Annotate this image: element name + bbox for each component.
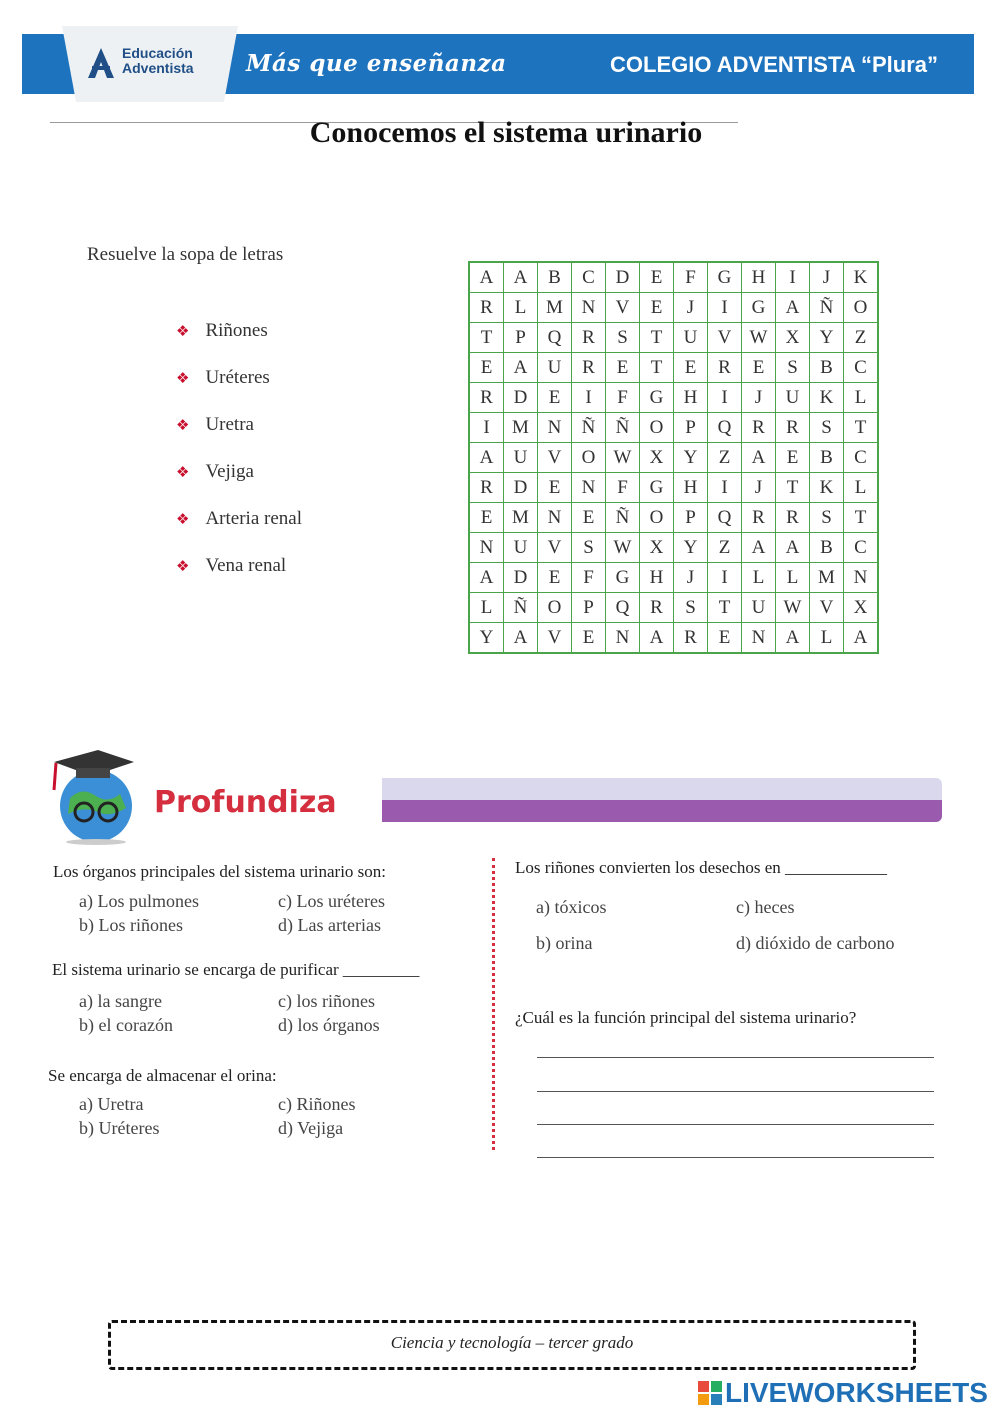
grid-cell[interactable]: I (708, 383, 742, 413)
grid-row (469, 293, 878, 323)
grid-row (469, 533, 878, 563)
grid-cell[interactable]: Q (708, 503, 742, 533)
grid-cell[interactable]: N (572, 293, 606, 323)
grid-cell[interactable]: Ñ (504, 593, 538, 623)
grid-cell[interactable]: Z (708, 533, 742, 563)
grid-cell[interactable]: M (538, 293, 572, 323)
grid-cell[interactable]: S (810, 413, 844, 443)
grid-cell[interactable]: E (776, 443, 810, 473)
grid-cell[interactable]: A (742, 443, 776, 473)
grid-row (469, 473, 878, 503)
word-list-item (176, 461, 254, 483)
school-name: COLEGIO ADVENTISTA “Plura” (610, 52, 938, 77)
liveworksheets-icon (698, 1381, 722, 1405)
grid-cell[interactable]: Z (844, 323, 879, 353)
word-label: Vena renal (205, 555, 287, 576)
grid-cell[interactable]: U (504, 443, 538, 473)
grid-cell[interactable]: I (708, 473, 742, 503)
grid-cell[interactable]: R (708, 353, 742, 383)
q3-option-b[interactable]: b) Uréteres (79, 1118, 160, 1138)
grid-cell[interactable]: P (572, 593, 606, 623)
question-5: ¿Cuál es la función principal del sistema urinario? (515, 1008, 857, 1027)
profundiza-heading: Profundiza (154, 785, 337, 820)
grid-cell[interactable]: E (674, 353, 708, 383)
grid-cell[interactable]: D (606, 262, 640, 293)
grid-cell[interactable]: I (469, 413, 504, 443)
grid-cell[interactable]: T (844, 413, 879, 443)
grid-row (469, 623, 878, 654)
grid-cell[interactable]: N (572, 473, 606, 503)
grid-cell[interactable]: Q (708, 413, 742, 443)
question-3: Se encarga de almacenar el orina: (48, 1066, 277, 1085)
grid-cell[interactable]: Y (674, 533, 708, 563)
word-list-item (176, 555, 286, 577)
grid-cell[interactable]: A (469, 563, 504, 593)
grid-cell[interactable]: B (538, 262, 572, 293)
grid-cell[interactable]: N (606, 623, 640, 654)
grid-cell[interactable]: C (844, 353, 879, 383)
adventist-logo-icon (86, 46, 116, 80)
grid-cell[interactable]: K (844, 262, 879, 293)
q4-option-b[interactable]: b) orina (536, 933, 593, 953)
answer-line[interactable] (537, 1057, 934, 1058)
grid-cell[interactable]: E (572, 623, 606, 654)
grid-cell[interactable]: C (844, 533, 879, 563)
grid-cell[interactable]: E (572, 503, 606, 533)
word-list-item (176, 367, 270, 389)
grid-cell[interactable]: L (504, 293, 538, 323)
grid-cell[interactable]: X (640, 533, 674, 563)
page-title: Conocemos el sistema urinario (309, 116, 703, 149)
grid-cell[interactable]: J (742, 383, 776, 413)
grid-cell[interactable]: R (572, 323, 606, 353)
grid-row (469, 353, 878, 383)
answer-line[interactable] (537, 1157, 934, 1158)
grid-cell[interactable]: J (674, 563, 708, 593)
grid-cell[interactable]: T (640, 323, 674, 353)
grid-cell[interactable]: A (776, 293, 810, 323)
q2-option-d[interactable]: d) los órganos (278, 1015, 380, 1035)
grid-cell[interactable]: U (742, 593, 776, 623)
grid-cell[interactable]: Z (708, 443, 742, 473)
grid-cell[interactable]: A (469, 262, 504, 293)
grid-cell[interactable]: R (742, 503, 776, 533)
grid-cell[interactable]: L (469, 593, 504, 623)
grid-cell[interactable]: W (606, 533, 640, 563)
grid-cell[interactable]: Ñ (606, 413, 640, 443)
diamond-bullet-icon: ❖ (176, 416, 190, 434)
grid-row (469, 503, 878, 533)
word-search-grid (468, 261, 879, 654)
grid-cell[interactable]: E (538, 383, 572, 413)
grid-cell[interactable]: E (538, 473, 572, 503)
grid-cell[interactable]: K (810, 473, 844, 503)
grid-cell[interactable]: Y (674, 443, 708, 473)
grid-cell[interactable]: X (776, 323, 810, 353)
q1-option-b[interactable]: b) Los riñones (79, 915, 183, 935)
grid-cell[interactable]: V (538, 443, 572, 473)
grid-cell[interactable]: N (844, 563, 879, 593)
grid-cell[interactable]: T (776, 473, 810, 503)
grid-cell[interactable]: N (469, 533, 504, 563)
grid-cell[interactable]: Q (538, 323, 572, 353)
grid-cell[interactable]: R (640, 593, 674, 623)
grid-cell[interactable]: T (844, 503, 879, 533)
grid-cell[interactable]: A (742, 533, 776, 563)
grid-cell[interactable]: P (674, 413, 708, 443)
grid-cell[interactable]: A (776, 533, 810, 563)
grid-cell[interactable]: J (742, 473, 776, 503)
grid-cell[interactable]: A (504, 262, 538, 293)
grid-cell[interactable]: S (674, 593, 708, 623)
grid-cell[interactable]: F (674, 262, 708, 293)
grid-cell[interactable]: P (674, 503, 708, 533)
grid-cell[interactable]: E (469, 503, 504, 533)
word-label: Uretra (205, 414, 254, 435)
q1-option-d[interactable]: d) Las arterias (278, 915, 381, 935)
grid-cell[interactable]: G (742, 293, 776, 323)
question-1: Los órganos principales del sistema urinario son: (53, 862, 387, 881)
grid-cell[interactable]: J (810, 262, 844, 293)
q2-option-b[interactable]: b) el corazón (79, 1015, 173, 1035)
grid-cell[interactable]: V (538, 623, 572, 654)
grid-cell[interactable]: V (708, 323, 742, 353)
q3-option-a[interactable]: a) Uretra (79, 1094, 144, 1114)
q2-option-a[interactable]: a) la sangre (79, 991, 162, 1011)
grid-cell[interactable]: E (708, 623, 742, 654)
grid-cell[interactable]: A (844, 623, 879, 654)
grid-cell[interactable]: R (742, 413, 776, 443)
heading-bar-light (382, 778, 942, 800)
grid-cell[interactable]: L (776, 563, 810, 593)
word-label: Uréteres (205, 367, 270, 388)
grid-cell[interactable]: U (776, 383, 810, 413)
grid-cell[interactable]: M (810, 563, 844, 593)
diamond-bullet-icon: ❖ (176, 463, 190, 481)
grid-cell[interactable]: D (504, 473, 538, 503)
logo-line2: Adventista (122, 60, 194, 76)
grid-cell[interactable]: X (844, 593, 879, 623)
grid-row (469, 383, 878, 413)
grid-cell[interactable]: U (674, 323, 708, 353)
grid-cell[interactable]: A (504, 623, 538, 654)
grid-cell[interactable]: V (606, 293, 640, 323)
grid-cell[interactable]: E (606, 353, 640, 383)
grid-cell[interactable]: F (572, 563, 606, 593)
q4-option-a[interactable]: a) tóxicos (536, 897, 607, 917)
grid-cell[interactable]: Y (469, 623, 504, 654)
grid-cell[interactable]: I (572, 383, 606, 413)
grid-cell[interactable]: E (640, 293, 674, 323)
grid-cell[interactable]: B (810, 533, 844, 563)
grid-cell[interactable]: R (469, 383, 504, 413)
liveworksheets-brand: LIVEWORKSHEETS (725, 1377, 988, 1408)
grid-cell[interactable]: E (538, 563, 572, 593)
q1-option-c[interactable]: c) Los uréteres (278, 891, 385, 911)
question-2: El sistema urinario se encarga de purificar _________ (52, 960, 420, 979)
q3-option-c[interactable]: c) Riñones (278, 1094, 356, 1114)
grid-row (469, 262, 878, 293)
grid-cell[interactable]: V (538, 533, 572, 563)
grid-cell[interactable]: R (674, 623, 708, 654)
grid-cell[interactable]: B (810, 443, 844, 473)
grid-cell[interactable]: H (742, 262, 776, 293)
grid-cell[interactable]: F (606, 473, 640, 503)
grid-cell[interactable]: C (572, 262, 606, 293)
grid-cell[interactable]: G (640, 473, 674, 503)
grid-cell[interactable]: I (708, 563, 742, 593)
grid-cell[interactable]: Ñ (572, 413, 606, 443)
grid-cell[interactable]: A (504, 353, 538, 383)
grid-cell[interactable]: P (504, 323, 538, 353)
grid-cell[interactable]: M (504, 503, 538, 533)
grid-cell[interactable]: L (810, 623, 844, 654)
grid-cell[interactable]: H (674, 473, 708, 503)
grid-cell[interactable]: N (538, 413, 572, 443)
grid-cell[interactable]: E (469, 353, 504, 383)
graduation-globe-icon (48, 746, 140, 846)
grid-cell[interactable]: S (572, 533, 606, 563)
grid-cell[interactable]: T (708, 593, 742, 623)
grid-cell[interactable]: H (674, 383, 708, 413)
grid-cell[interactable]: O (844, 293, 879, 323)
word-list-item (176, 414, 254, 436)
grid-cell[interactable]: A (640, 623, 674, 654)
question-4: Los riñones convierten los desechos en ____________ (515, 858, 888, 877)
grid-cell[interactable]: S (810, 503, 844, 533)
grid-cell[interactable]: R (469, 293, 504, 323)
diamond-bullet-icon: ❖ (176, 369, 190, 387)
grid-cell[interactable]: L (742, 563, 776, 593)
grid-cell[interactable]: V (810, 593, 844, 623)
grid-cell[interactable]: T (469, 323, 504, 353)
grid-cell[interactable]: O (538, 593, 572, 623)
grid-cell[interactable]: O (640, 503, 674, 533)
grid-cell[interactable]: M (504, 413, 538, 443)
footer-text: Ciencia y tecnología – tercer grado (390, 1333, 634, 1352)
grid-cell[interactable]: F (606, 383, 640, 413)
grid-cell[interactable]: H (640, 563, 674, 593)
grid-cell[interactable]: X (640, 443, 674, 473)
grid-cell[interactable]: L (844, 473, 879, 503)
grid-cell[interactable]: A (469, 443, 504, 473)
grid-cell[interactable]: D (504, 563, 538, 593)
word-label: Riñones (205, 320, 268, 341)
word-label: Vejiga (205, 461, 254, 482)
q3-option-d[interactable]: d) Vejiga (278, 1118, 344, 1138)
grid-row (469, 443, 878, 473)
grid-cell[interactable]: I (708, 293, 742, 323)
grid-cell[interactable]: O (572, 443, 606, 473)
grid-cell[interactable]: B (810, 353, 844, 383)
grid-cell[interactable]: R (469, 473, 504, 503)
grid-cell[interactable]: C (844, 443, 879, 473)
grid-cell[interactable]: L (844, 383, 879, 413)
grid-cell[interactable]: R (776, 503, 810, 533)
grid-row (469, 413, 878, 443)
grid-cell[interactable]: R (776, 413, 810, 443)
grid-cell[interactable]: R (572, 353, 606, 383)
grid-row (469, 593, 878, 623)
answer-line[interactable] (537, 1124, 934, 1125)
grid-cell[interactable]: K (810, 383, 844, 413)
grid-cell[interactable]: U (504, 533, 538, 563)
grid-cell[interactable]: J (674, 293, 708, 323)
grid-cell[interactable]: Ñ (810, 293, 844, 323)
word-list-item (176, 508, 302, 530)
grid-cell[interactable]: E (742, 353, 776, 383)
grid-cell[interactable]: Q (606, 593, 640, 623)
logo-line1: Educación (122, 45, 193, 61)
grid-cell[interactable]: D (504, 383, 538, 413)
grid-cell[interactable]: Ñ (606, 503, 640, 533)
grid-cell[interactable]: G (640, 383, 674, 413)
grid-cell[interactable]: W (606, 443, 640, 473)
grid-cell[interactable]: S (606, 323, 640, 353)
liveworksheets-logo (698, 1378, 988, 1408)
grid-cell[interactable]: S (776, 353, 810, 383)
grid-cell[interactable]: W (776, 593, 810, 623)
q4-option-c[interactable]: c) heces (736, 897, 795, 917)
heading-bar-dark (382, 800, 942, 822)
word-search-instruction: Resuelve la sopa de letras (87, 244, 284, 265)
grid-cell[interactable]: N (742, 623, 776, 654)
word-list-item (176, 320, 268, 342)
grid-cell[interactable]: U (538, 353, 572, 383)
q1-option-a[interactable]: a) Los pulmones (79, 891, 199, 911)
grid-cell[interactable]: E (640, 262, 674, 293)
logo-text (122, 46, 194, 76)
grid-cell[interactable]: O (640, 413, 674, 443)
column-divider (492, 858, 495, 1150)
q4-option-d[interactable]: d) dióxido de carbono (736, 933, 895, 953)
grid-cell[interactable]: N (538, 503, 572, 533)
word-label: Arteria renal (205, 508, 302, 529)
slogan: Más que enseñanza (246, 50, 507, 77)
q2-option-c[interactable]: c) los riñones (278, 991, 375, 1011)
grid-cell[interactable]: T (640, 353, 674, 383)
diamond-bullet-icon: ❖ (176, 510, 190, 528)
diamond-bullet-icon: ❖ (176, 557, 190, 575)
grid-cell[interactable]: A (776, 623, 810, 654)
grid-cell[interactable]: G (708, 262, 742, 293)
answer-line[interactable] (537, 1091, 934, 1092)
grid-row (469, 563, 878, 593)
grid-cell[interactable]: I (776, 262, 810, 293)
diamond-bullet-icon: ❖ (176, 322, 190, 340)
grid-cell[interactable]: G (606, 563, 640, 593)
grid-row (469, 323, 878, 353)
grid-cell[interactable]: Y (810, 323, 844, 353)
grid-cell[interactable]: W (742, 323, 776, 353)
